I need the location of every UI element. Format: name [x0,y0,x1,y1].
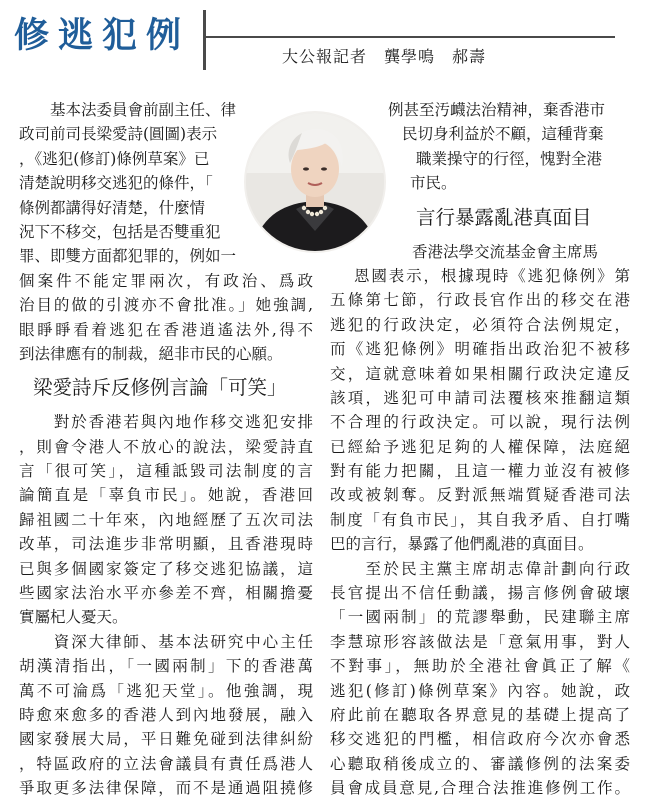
body-text-line: 不合理的行政決定。可以說，現行法例 [330,413,630,432]
body-text-line: 長官提出不信任動議，揚言修例會破壞 [330,584,630,603]
body-text-line: 個案件不能定罪兩次，有政治、爲政 [19,271,313,290]
body-text-line: 而《逃犯條例》明確指出政治犯不被移 [330,340,630,359]
body-text-line: 論簡直是「辜負市民」。她說，香港回 [19,486,313,505]
body-text-line: 李慧琼形容該做法是「意氣用事，對人 [330,632,630,651]
body-text-line: 逃犯(修訂)條例草案》內容。她說，政 [330,681,630,700]
body-text-line: 萬不可淪爲「逃犯天堂」。他強調，現 [19,681,313,700]
portrait-photo [246,113,384,251]
body-text-line: 爭取更多法律保障，而不是通過阻撓修 [19,779,313,798]
body-text-line: 到法律應有的制裁，絕非市民的心願。 [19,344,283,363]
body-text-line: 言「很可笑」，這種詆毀司法制度的言 [19,462,313,481]
body-text-line: 對有能力把關，且這一權力並沒有被修 [330,462,630,481]
body-text-line: 對於香港若與內地作移交逃犯安排 [19,413,313,432]
body-text-line: 恩國表示，根據現時《逃犯條例》第 [354,266,630,285]
byline: 大公報記者 龔學鳴 郝壽 [282,47,487,66]
body-text-line: 交，這就意味着如果相關行政決定違反 [330,364,630,383]
headline: 修逃犯例 [14,15,191,56]
body-text-line: 實屬杞人憂天。 [19,608,128,627]
body-text-line: 清楚說明移交逃犯的條件，「 [19,174,213,193]
body-text-line: 府此前在聽取各界意見的基礎上提高了 [330,705,630,724]
body-text-line: 移交逃犯的門檻，相信政府今次亦會悉 [330,730,630,749]
body-text-line: 基本法委員會前副主任、律 [19,101,237,119]
body-text-line: ，特區政府的立法會議員有責任爲港人 [19,754,313,773]
body-text-line: 已經給予逃犯足夠的人權保障，法庭絕 [330,437,630,456]
body-text-line: 治目的做的引渡亦不會批准。」她強調, [19,296,313,315]
body-text-line: 胡漢清指出，「一國兩制」下的香港萬 [19,657,313,676]
body-text-line: 「一國兩制」的荒謬舉動，民建聯主席 [330,608,630,627]
body-text-line: 些國家法治水平亦參差不齊，相關擔憂 [19,584,313,603]
article-header [0,0,645,82]
body-text-line: 制度「有負市民」，其自我矛盾、自打嘴 [330,510,630,529]
body-text-line: ，則會令港人不放心的說法，梁愛詩直 [19,437,313,456]
body-text-line: 資深大律師、基本法研究中心主任 [19,632,313,651]
body-text-line: 不對事」，無助於全港社會眞正了解《 [330,657,630,676]
header-vertical-rule [203,10,206,70]
body-text-line: 罪、即雙方面都犯罪的，例如一 [19,247,237,266]
body-text-line: 改或被剝奪。反對派無端質疑香港司法 [330,486,630,505]
section-subheading: 言行暴露亂港真面目 [416,205,592,229]
body-text-line: ，《逃犯(修訂)條例草案》已 [19,149,210,168]
body-text-line: 該項，逃犯可申請司法覆核來推翻這類 [330,388,630,407]
body-text-line: 巴的言行，暴露了他們亂港的真面目。 [330,535,594,554]
body-text-line: 國家發展大局，平日難免碰到法律糾紛 [19,730,313,749]
body-text-line: 民切身利益於不顧，這種背棄 [402,125,604,144]
body-text-line: 政司前司長梁愛詩(圓圖)表示 [19,125,218,144]
body-text-line: 已與多個國家簽定了移交逃犯協議，這 [19,559,313,578]
body-text-line: 況下不移交，包括是否雙重犯 [19,222,221,241]
body-text-line: 市民。 [410,174,457,193]
body-text-line: 眼睜睜看着逃犯在香港逍遙法外,得不 [19,320,313,339]
body-text-line: 時愈來愈多的香港人到內地發展，融入 [19,705,313,724]
section-subheading: 梁愛詩斥反修例言論「可笑」 [33,376,287,400]
body-text-line: 歸祖國二十年來，內地經歷了五次司法 [19,510,313,529]
body-text-line: 逃犯的行政決定，必須符合法例規定， [330,315,630,334]
body-text-line: 改革，司法進步非常明顯，且香港現時 [19,535,313,554]
body-text-line: 五條第七節，行政長官作出的移交在港 [330,291,630,310]
body-text-line: 例甚至汚衊法治精神，棄香港市 [388,101,606,119]
body-text-line: 至於民主黨主席胡志偉計劃向行政 [330,559,630,578]
body-text-line: 員會成員意見,合理合法推進修例工作。 [330,779,630,798]
body-text-line: 香港法學交流基金會主席馬 [412,242,599,261]
body-text-line: 心聽取稍後成立的、審議修例的法案委 [330,754,630,773]
body-text-line: 條例都講得好清楚，什麼情 [19,198,206,217]
header-horizontal-rule [203,36,615,38]
body-text-line: 職業操守的行徑，愧對全港 [416,149,603,168]
portrait-illustration [246,113,384,251]
